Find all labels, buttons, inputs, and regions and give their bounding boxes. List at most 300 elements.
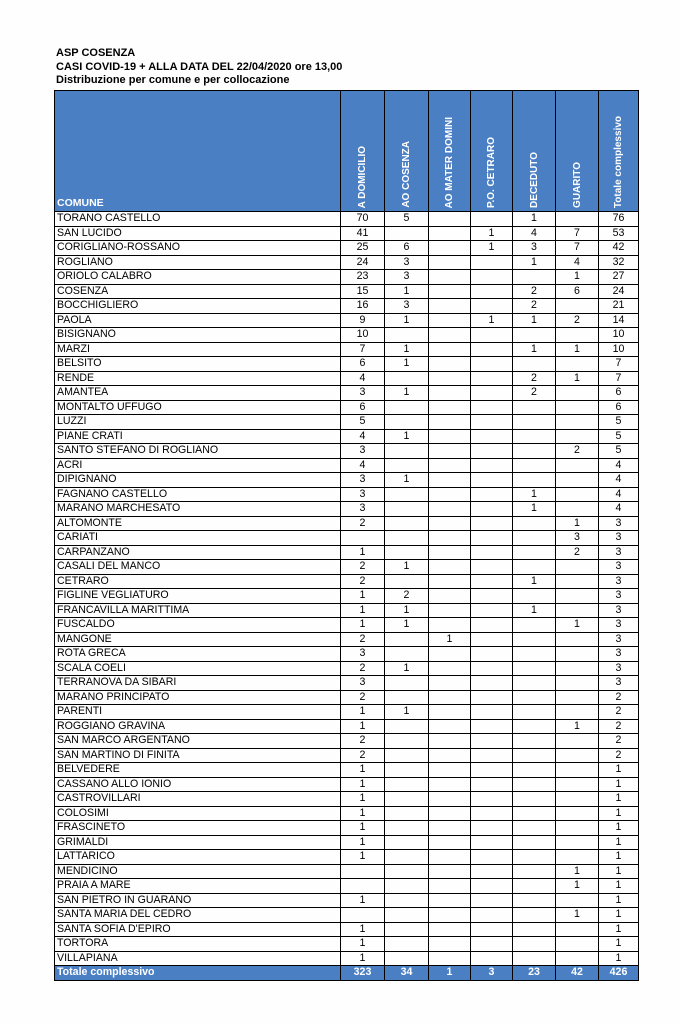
value-cell: 1: [513, 255, 556, 270]
table-row: [55, 458, 639, 473]
value-cell: 2: [341, 690, 385, 705]
value-cell: [513, 473, 556, 488]
value-cell: [556, 748, 599, 763]
value-cell: 21: [599, 299, 639, 314]
comune-cell: CASTROVILLARI: [55, 792, 341, 807]
table-row: [55, 574, 639, 589]
value-cell: 4: [341, 429, 385, 444]
value-cell: [471, 763, 513, 778]
table-row: [55, 690, 639, 705]
value-cell: 3: [599, 574, 639, 589]
value-cell: 76: [599, 212, 639, 227]
value-cell: 7: [599, 357, 639, 372]
totals-value: 42: [556, 966, 599, 981]
value-cell: 4: [556, 255, 599, 270]
value-cell: [429, 618, 471, 633]
value-cell: 4: [599, 473, 639, 488]
value-cell: 1: [385, 705, 429, 720]
totals-value: 34: [385, 966, 429, 981]
value-cell: [429, 893, 471, 908]
document-header: [56, 47, 342, 88]
comune-cell: SAN MARCO ARGENTANO: [55, 734, 341, 749]
comune-cell: COLOSIMI: [55, 806, 341, 821]
value-cell: [429, 705, 471, 720]
value-cell: [471, 676, 513, 691]
table-row: [55, 502, 639, 517]
comune-cell: FIGLINE VEGLIATURO: [55, 589, 341, 604]
value-cell: [471, 806, 513, 821]
value-cell: [429, 371, 471, 386]
value-cell: 1: [599, 937, 639, 952]
value-cell: [471, 937, 513, 952]
value-cell: [429, 342, 471, 357]
value-cell: [429, 299, 471, 314]
value-cell: 2: [599, 690, 639, 705]
totals-label: Totale complessivo: [55, 966, 341, 981]
comune-cell: TERRANOVA DA SIBARI: [55, 676, 341, 691]
table-row: [55, 473, 639, 488]
table-row: [55, 748, 639, 763]
value-cell: [556, 661, 599, 676]
value-cell: [556, 937, 599, 952]
value-cell: [429, 734, 471, 749]
value-cell: 5: [599, 444, 639, 459]
value-cell: 5: [385, 212, 429, 227]
value-cell: 2: [341, 748, 385, 763]
value-cell: [385, 487, 429, 502]
value-cell: [385, 328, 429, 343]
value-cell: 3: [385, 270, 429, 285]
value-cell: 1: [341, 618, 385, 633]
column-header-label: Totale complessivo: [613, 115, 624, 208]
value-cell: [471, 705, 513, 720]
value-cell: [471, 342, 513, 357]
value-cell: [429, 647, 471, 662]
value-cell: 1: [599, 850, 639, 865]
value-cell: 1: [429, 632, 471, 647]
value-cell: [513, 951, 556, 966]
value-cell: 7: [556, 226, 599, 241]
value-cell: [341, 879, 385, 894]
table-row: [55, 835, 639, 850]
value-cell: [429, 806, 471, 821]
value-cell: 1: [599, 763, 639, 778]
value-cell: 3: [341, 473, 385, 488]
value-cell: [556, 386, 599, 401]
value-cell: 1: [341, 603, 385, 618]
value-cell: 24: [341, 255, 385, 270]
value-cell: [556, 603, 599, 618]
value-cell: 1: [599, 821, 639, 836]
value-cell: [471, 386, 513, 401]
value-cell: [385, 574, 429, 589]
value-cell: 1: [556, 908, 599, 923]
value-cell: [471, 560, 513, 575]
comune-cell: GRIMALDI: [55, 835, 341, 850]
value-cell: [513, 908, 556, 923]
comune-cell: CARPANZANO: [55, 545, 341, 560]
value-cell: [385, 690, 429, 705]
comune-cell: RENDE: [55, 371, 341, 386]
value-cell: [513, 719, 556, 734]
value-cell: [429, 864, 471, 879]
value-cell: [471, 516, 513, 531]
value-cell: [471, 792, 513, 807]
value-cell: 53: [599, 226, 639, 241]
column-header-label: AO MATER DOMINI: [444, 116, 455, 208]
table-row: [55, 342, 639, 357]
value-cell: 1: [385, 618, 429, 633]
value-cell: 1: [341, 835, 385, 850]
value-cell: [513, 748, 556, 763]
value-cell: [471, 574, 513, 589]
value-cell: 2: [599, 734, 639, 749]
value-cell: 3: [599, 560, 639, 575]
comune-cell: MARANO MARCHESATO: [55, 502, 341, 517]
value-cell: [471, 502, 513, 517]
table-row: [55, 632, 639, 647]
value-cell: 2: [599, 705, 639, 720]
value-cell: [556, 777, 599, 792]
comune-cell: PRAIA A MARE: [55, 879, 341, 894]
value-cell: [513, 531, 556, 546]
value-cell: [471, 690, 513, 705]
table-row: [55, 487, 639, 502]
value-cell: [513, 632, 556, 647]
value-cell: [385, 835, 429, 850]
table-row: [55, 705, 639, 720]
value-cell: 1: [341, 951, 385, 966]
comune-cell: ORIOLO CALABRO: [55, 270, 341, 285]
value-cell: [429, 241, 471, 256]
table-row: [55, 313, 639, 328]
value-cell: 2: [341, 661, 385, 676]
value-cell: [556, 357, 599, 372]
value-cell: 1: [556, 371, 599, 386]
value-cell: 1: [471, 241, 513, 256]
value-cell: [471, 908, 513, 923]
value-cell: 3: [599, 545, 639, 560]
value-cell: [471, 400, 513, 415]
table-row: [55, 400, 639, 415]
table-row: [55, 226, 639, 241]
value-cell: [556, 574, 599, 589]
value-cell: 7: [599, 371, 639, 386]
value-cell: 1: [471, 226, 513, 241]
value-cell: 41: [341, 226, 385, 241]
value-cell: [429, 560, 471, 575]
value-cell: [513, 777, 556, 792]
value-cell: [556, 502, 599, 517]
value-cell: 4: [341, 371, 385, 386]
value-cell: [513, 589, 556, 604]
value-cell: [429, 676, 471, 691]
value-cell: [429, 429, 471, 444]
value-cell: [471, 545, 513, 560]
value-cell: [471, 821, 513, 836]
value-cell: [471, 473, 513, 488]
table-row: [55, 560, 639, 575]
value-cell: [513, 922, 556, 937]
value-cell: [513, 835, 556, 850]
value-cell: [513, 676, 556, 691]
value-cell: 1: [556, 618, 599, 633]
value-cell: [513, 937, 556, 952]
value-cell: [513, 415, 556, 430]
value-cell: [471, 415, 513, 430]
value-cell: [556, 893, 599, 908]
value-cell: [429, 908, 471, 923]
value-cell: 1: [341, 806, 385, 821]
header-line-1: ASP COSENZA: [56, 47, 136, 59]
value-cell: 1: [513, 603, 556, 618]
value-cell: [556, 299, 599, 314]
value-cell: 1: [513, 212, 556, 227]
value-cell: [513, 806, 556, 821]
value-cell: 2: [513, 299, 556, 314]
value-cell: [513, 458, 556, 473]
table-row: [55, 415, 639, 430]
value-cell: [513, 879, 556, 894]
value-cell: [556, 560, 599, 575]
value-cell: [429, 603, 471, 618]
value-cell: 1: [513, 313, 556, 328]
value-cell: [513, 734, 556, 749]
value-cell: [429, 690, 471, 705]
comune-cell: ROGGIANO GRAVINA: [55, 719, 341, 734]
value-cell: [429, 502, 471, 517]
value-cell: [556, 690, 599, 705]
value-cell: 10: [341, 328, 385, 343]
value-cell: 1: [341, 763, 385, 778]
value-cell: 1: [385, 342, 429, 357]
value-cell: 4: [599, 502, 639, 517]
value-cell: [556, 487, 599, 502]
value-cell: [556, 429, 599, 444]
value-cell: 5: [599, 429, 639, 444]
comune-cell: TORTORA: [55, 937, 341, 952]
value-cell: 70: [341, 212, 385, 227]
value-cell: [471, 922, 513, 937]
value-cell: 1: [341, 777, 385, 792]
value-cell: [471, 328, 513, 343]
value-cell: [385, 632, 429, 647]
value-cell: [429, 516, 471, 531]
value-cell: [429, 400, 471, 415]
value-cell: 2: [341, 574, 385, 589]
value-cell: 3: [385, 299, 429, 314]
table-row: [55, 545, 639, 560]
value-cell: 1: [599, 879, 639, 894]
comune-cell: LUZZI: [55, 415, 341, 430]
value-cell: 14: [599, 313, 639, 328]
comune-cell: CARIATI: [55, 531, 341, 546]
value-cell: [429, 574, 471, 589]
value-cell: [385, 444, 429, 459]
cases-table: [54, 90, 639, 981]
value-cell: 4: [341, 458, 385, 473]
table-row: [55, 792, 639, 807]
value-cell: [385, 226, 429, 241]
value-cell: [429, 270, 471, 285]
value-cell: 5: [341, 415, 385, 430]
table-row: [55, 806, 639, 821]
value-cell: [429, 458, 471, 473]
value-cell: [556, 705, 599, 720]
value-cell: [513, 328, 556, 343]
value-cell: [556, 647, 599, 662]
column-header: [513, 91, 556, 212]
value-cell: 3: [385, 255, 429, 270]
table-row: [55, 328, 639, 343]
value-cell: 1: [471, 313, 513, 328]
value-cell: [513, 270, 556, 285]
column-header-label: P.O. CETRARO: [486, 137, 497, 208]
value-cell: [556, 922, 599, 937]
value-cell: [429, 719, 471, 734]
column-header: [385, 91, 429, 212]
table-row: [55, 603, 639, 618]
column-header: [341, 91, 385, 212]
value-cell: 6: [599, 400, 639, 415]
comune-cell: MONTALTO UFFUGO: [55, 400, 341, 415]
value-cell: [513, 850, 556, 865]
comune-cell: MANGONE: [55, 632, 341, 647]
value-cell: [385, 371, 429, 386]
value-cell: [429, 922, 471, 937]
value-cell: [513, 661, 556, 676]
value-cell: 23: [341, 270, 385, 285]
table-row: [55, 937, 639, 952]
value-cell: [471, 893, 513, 908]
table-row: [55, 270, 639, 285]
value-cell: 4: [599, 487, 639, 502]
value-cell: 42: [599, 241, 639, 256]
value-cell: [429, 284, 471, 299]
value-cell: [513, 647, 556, 662]
value-cell: [385, 734, 429, 749]
value-cell: 9: [341, 313, 385, 328]
value-cell: [471, 212, 513, 227]
value-cell: 3: [599, 618, 639, 633]
value-cell: [385, 545, 429, 560]
value-cell: [385, 516, 429, 531]
value-cell: [556, 734, 599, 749]
value-cell: 2: [341, 734, 385, 749]
comune-cell: TORANO CASTELLO: [55, 212, 341, 227]
totals-value: 1: [429, 966, 471, 981]
comune-cell: CASALI DEL MANCO: [55, 560, 341, 575]
value-cell: 1: [385, 429, 429, 444]
value-cell: [341, 864, 385, 879]
table-row: [55, 922, 639, 937]
value-cell: [385, 415, 429, 430]
value-cell: 3: [599, 661, 639, 676]
value-cell: [556, 835, 599, 850]
value-cell: 15: [341, 284, 385, 299]
value-cell: [513, 690, 556, 705]
value-cell: [385, 400, 429, 415]
table-row: [55, 661, 639, 676]
value-cell: 3: [341, 502, 385, 517]
value-cell: 1: [556, 342, 599, 357]
comune-cell: SANTA SOFIA D'EPIRO: [55, 922, 341, 937]
comune-cell: FRASCINETO: [55, 821, 341, 836]
comune-cell: FUSCALDO: [55, 618, 341, 633]
value-cell: [429, 444, 471, 459]
value-cell: 1: [599, 951, 639, 966]
value-cell: [385, 748, 429, 763]
value-cell: [556, 328, 599, 343]
column-header-label: AO COSENZA: [401, 141, 412, 208]
value-cell: [556, 676, 599, 691]
comune-cell: FAGNANO CASTELLO: [55, 487, 341, 502]
comune-cell: SAN PIETRO IN GUARANO: [55, 893, 341, 908]
value-cell: 27: [599, 270, 639, 285]
header-line-3: Distribuzione per comune e per collocazione: [56, 74, 290, 86]
value-cell: 2: [513, 284, 556, 299]
value-cell: 1: [599, 893, 639, 908]
value-cell: 1: [385, 661, 429, 676]
table-row: [55, 357, 639, 372]
value-cell: [513, 763, 556, 778]
value-cell: [429, 835, 471, 850]
value-cell: [429, 328, 471, 343]
value-cell: 1: [341, 589, 385, 604]
value-cell: [556, 415, 599, 430]
table-row: [55, 763, 639, 778]
comune-cell: ACRI: [55, 458, 341, 473]
value-cell: [429, 531, 471, 546]
comune-cell: PAOLA: [55, 313, 341, 328]
value-cell: [385, 676, 429, 691]
value-cell: 1: [556, 879, 599, 894]
value-cell: 2: [513, 386, 556, 401]
value-cell: 16: [341, 299, 385, 314]
value-cell: 1: [599, 777, 639, 792]
value-cell: [556, 763, 599, 778]
value-cell: 1: [341, 719, 385, 734]
value-cell: [429, 487, 471, 502]
value-cell: 1: [385, 560, 429, 575]
value-cell: [556, 400, 599, 415]
table-row: [55, 951, 639, 966]
value-cell: [556, 589, 599, 604]
value-cell: 2: [556, 545, 599, 560]
value-cell: 6: [341, 400, 385, 415]
value-cell: 6: [385, 241, 429, 256]
value-cell: 3: [599, 647, 639, 662]
table-row: [55, 429, 639, 444]
column-header-label: DECEDUTO: [528, 152, 540, 208]
value-cell: 10: [599, 342, 639, 357]
table-row: [55, 908, 639, 923]
value-cell: [513, 864, 556, 879]
comune-cell: SAN MARTINO DI FINITA: [55, 748, 341, 763]
value-cell: [385, 792, 429, 807]
value-cell: 4: [513, 226, 556, 241]
totals-value: 23: [513, 966, 556, 981]
value-cell: [471, 879, 513, 894]
value-cell: 1: [599, 922, 639, 937]
comune-cell: ROGLIANO: [55, 255, 341, 270]
value-cell: [513, 618, 556, 633]
table-row: [55, 299, 639, 314]
value-cell: [429, 386, 471, 401]
table-row: [55, 212, 639, 227]
comune-cell: SANTA MARIA DEL CEDRO: [55, 908, 341, 923]
value-cell: [429, 255, 471, 270]
